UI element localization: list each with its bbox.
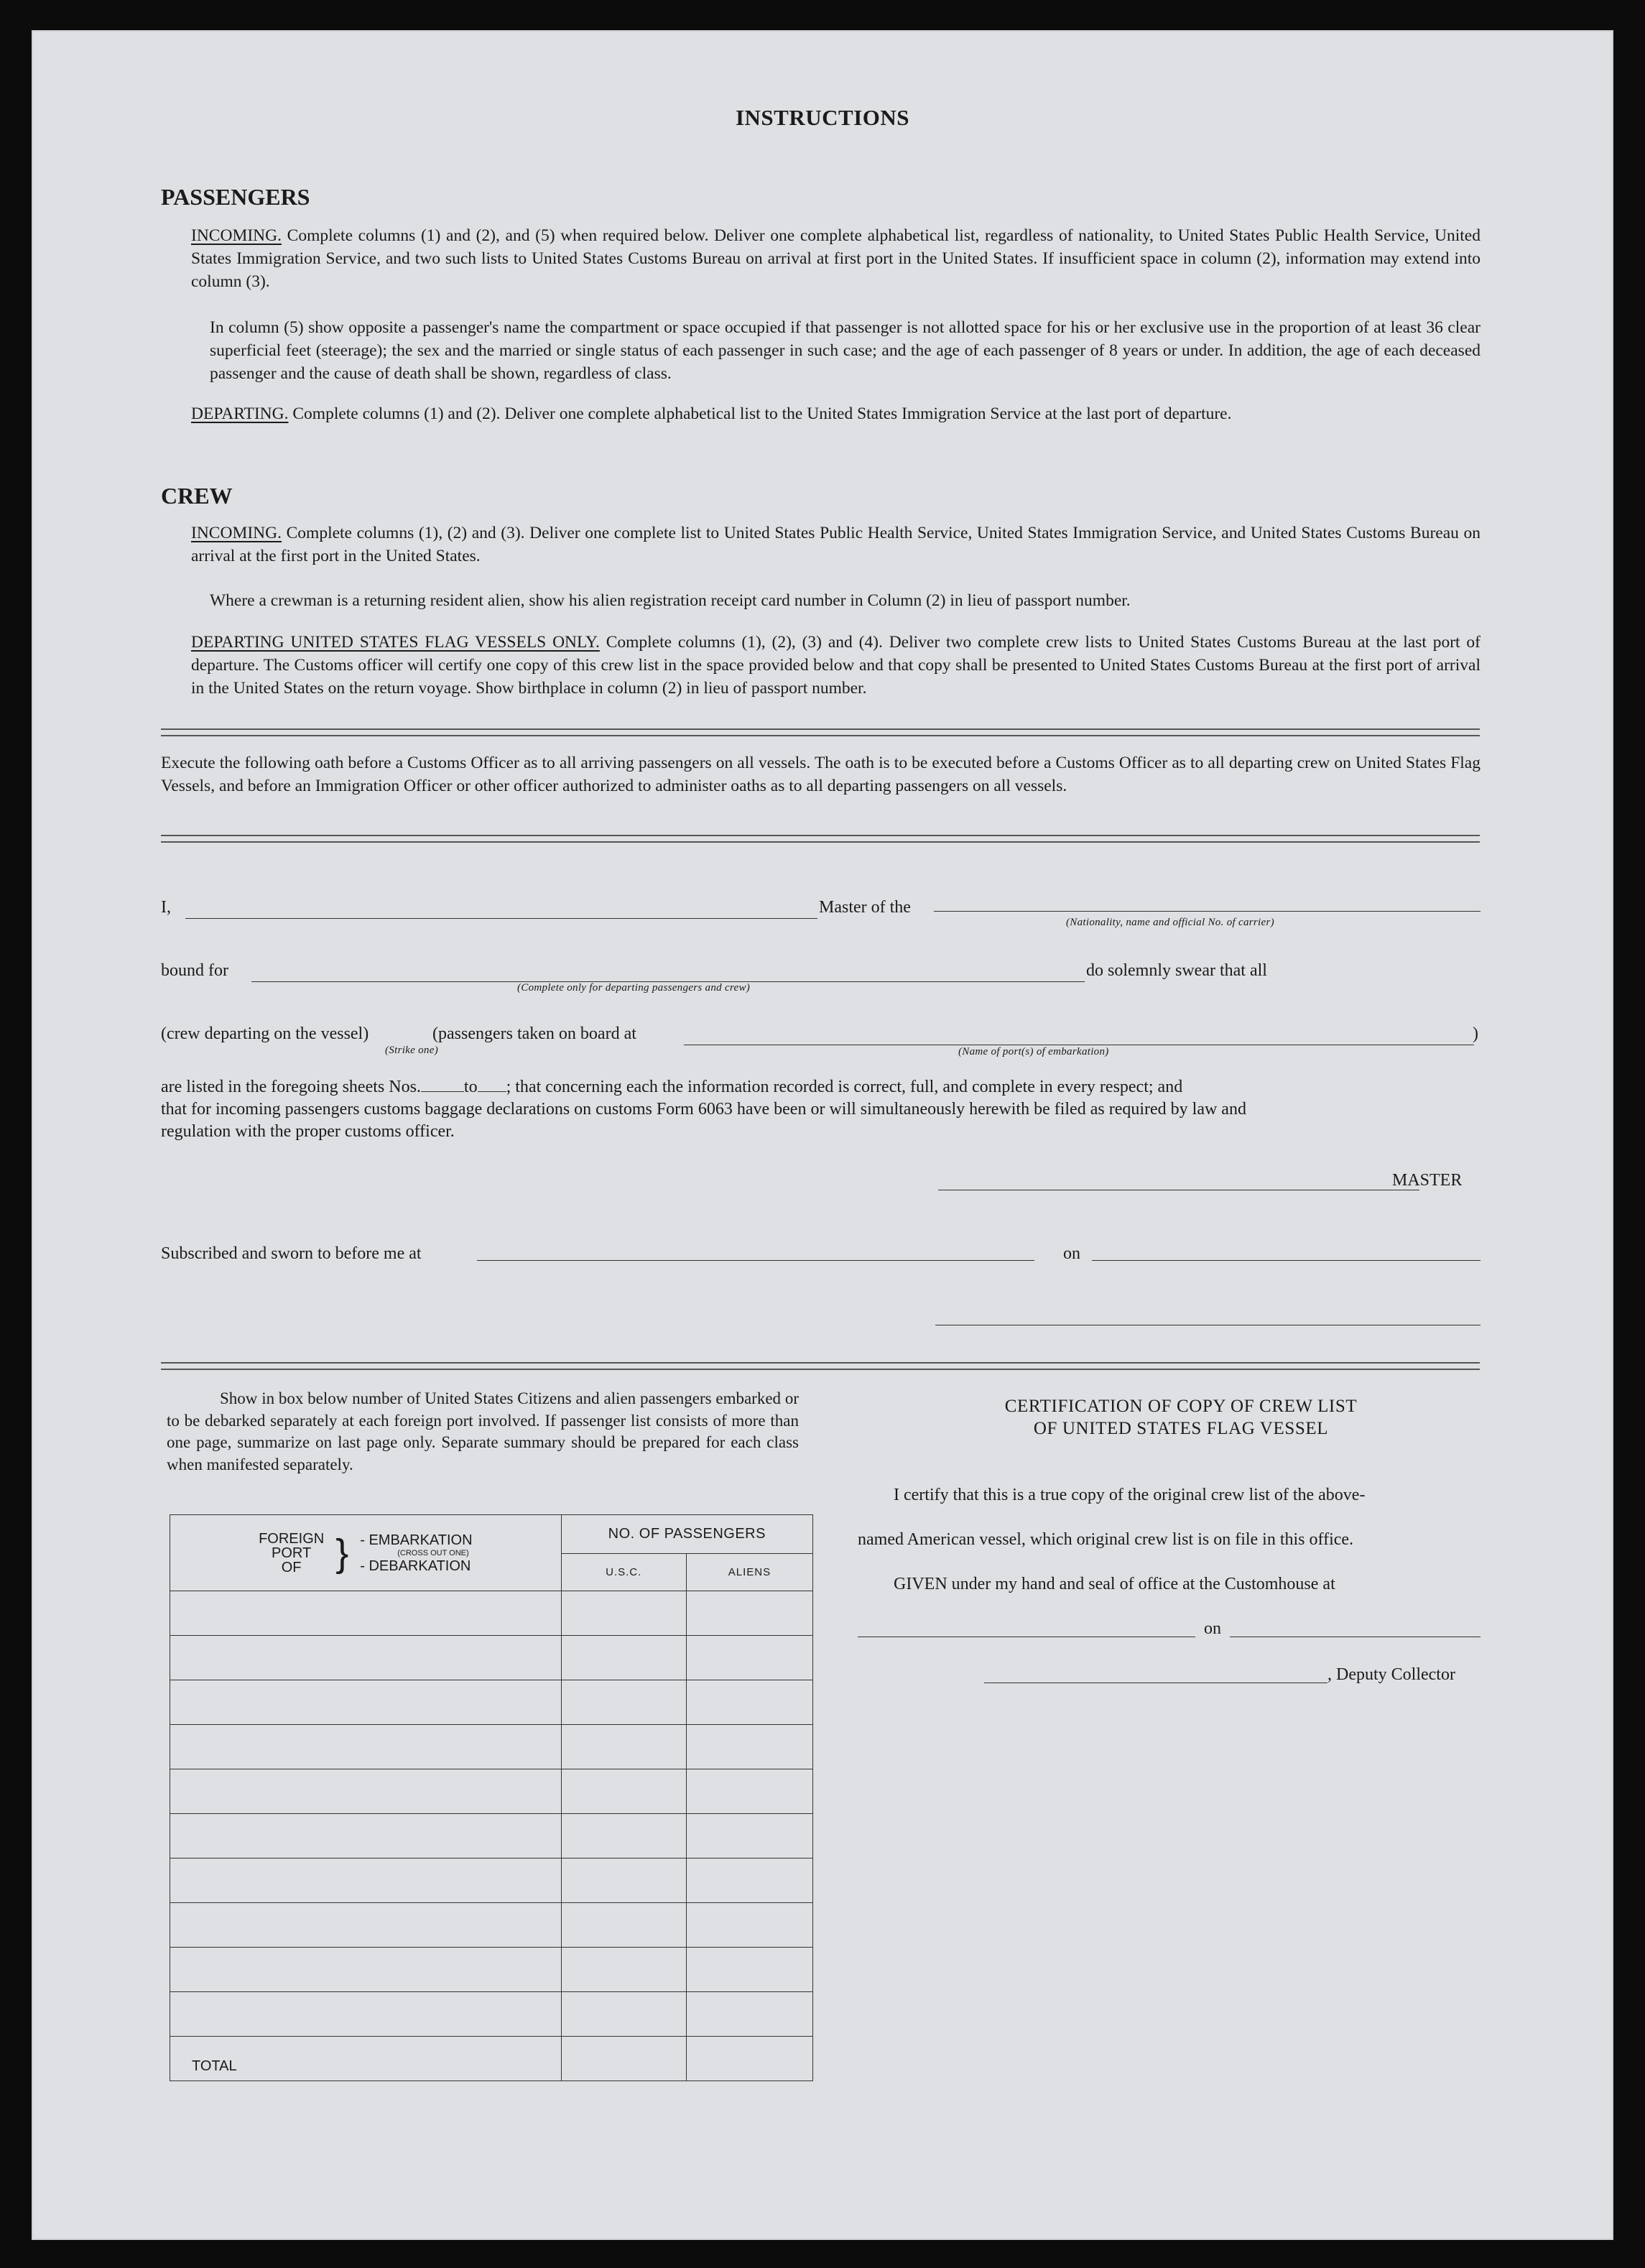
usc-cell[interactable] <box>561 1814 686 1859</box>
total-row <box>170 2037 813 2081</box>
table-row <box>170 1859 813 1903</box>
port-cell[interactable] <box>170 1992 562 2037</box>
passengers-departing-label: DEPARTING. <box>191 404 289 423</box>
passengers-departing-text: Complete columns (1) and (2). Deliver one complete alphabetical list to the United States Immigration Service at the last port of departure. <box>292 404 1232 423</box>
listed-to: to <box>463 1078 478 1096</box>
passengers-taken-option[interactable]: (passengers taken on board at <box>432 1024 636 1043</box>
port-cell[interactable] <box>170 1769 562 1814</box>
passenger-summary-table <box>170 1514 813 2081</box>
oath-instructions: Execute the following oath before a Customs Officer as to all arriving passengers on all vessels. The oath is to be executed before a Customs Officer as to all departing crew on United States Flag Vessels, and before an Immigration Officer or other officer authorized to administer oaths as to all departing passengers on all vessels. <box>161 754 1480 795</box>
master-label: MASTER <box>1392 1171 1463 1190</box>
carrier-field[interactable] <box>934 911 1480 912</box>
table-row <box>170 1769 813 1814</box>
subscribed-label: Subscribed and sworn to before me at <box>161 1244 422 1263</box>
aliens-total-cell[interactable] <box>686 2037 812 2081</box>
passengers-incoming-text: Complete columns (1) and (2), and (5) when required below. Deliver one complete alphabetical list, regardless of nationality, to United States Public Health Service, United States Immigration Service, and two such lists to United States Customs Bureau on arrival at first port in the United States. If insufficient space in column (2), information may extend into column (3). <box>191 226 1480 291</box>
listed-line-2: that for incoming passengers customs baggage declarations on customs Form 6063 have been or will simultaneously herewith be filed as required by law and <box>161 1100 1246 1119</box>
of-word: OF <box>281 1559 302 1575</box>
usc-cell[interactable] <box>561 1725 686 1769</box>
crew-departing-text: Complete columns (1), (2), (3) and (4). Deliver two complete crew lists to United States Customs Bureau at the last port of departure. The Customs officer will certify one copy of this crew list in the space provided below and that copy shall be presented to United States Customs Bureau at the first port of arrival in the United States on the return voyage. Show birthplace in column (2) in lieu of passport number. <box>191 633 1481 698</box>
listed-line-3: regulation with the proper customs officer. <box>161 1122 455 1141</box>
aliens-cell[interactable] <box>686 1859 812 1903</box>
listed-start: are listed in the foregoing sheets Nos. <box>161 1078 421 1096</box>
aliens-header: ALIENS <box>686 1554 812 1591</box>
crew-incoming-label: INCOMING. <box>191 524 282 542</box>
table-row <box>170 1948 813 1992</box>
usc-cell[interactable] <box>561 1903 686 1948</box>
port-cell[interactable] <box>170 1591 562 1636</box>
passengers-heading: PASSENGERS <box>161 184 310 210</box>
usc-total-cell[interactable] <box>561 2037 686 2081</box>
table-row <box>170 1725 813 1769</box>
usc-cell[interactable] <box>561 1636 686 1680</box>
embarkation-label[interactable]: - EMBARKATION <box>360 1532 473 1548</box>
oath-i-label: I, <box>161 898 171 917</box>
aliens-cell[interactable] <box>686 1769 812 1814</box>
certify-line-1: I certify that this is a true copy of the original crew list of the above- <box>894 1486 1366 1504</box>
passengers-departing-paragraph <box>191 402 1480 425</box>
port-cell[interactable] <box>170 1814 562 1859</box>
crew-departing-paragraph <box>191 631 1480 700</box>
sheet-from-field[interactable] <box>421 1091 464 1092</box>
table-row <box>170 1680 813 1725</box>
port-header <box>170 1515 562 1591</box>
bound-for-label: bound for <box>161 961 228 980</box>
table-row <box>170 1903 813 1948</box>
usc-cell[interactable] <box>561 1591 686 1636</box>
deputy-collector-label: , Deputy Collector <box>1327 1665 1455 1684</box>
crew-incoming-text: Complete columns (1), (2) and (3). Deliver one complete list to United States Public Health Service, United States Immigration Service, and United States Customs Bureau on arrival at the first port in the United States. <box>191 524 1481 565</box>
crew-incoming-paragraph <box>191 522 1480 568</box>
certification-title-line-1: CERTIFICATION OF COPY OF CREW LIST <box>1004 1397 1358 1416</box>
table-row <box>170 1636 813 1680</box>
port-cell[interactable] <box>170 1680 562 1725</box>
sworn-date-field[interactable] <box>1092 1260 1480 1261</box>
sworn-on-label: on <box>1063 1244 1080 1263</box>
usc-cell[interactable] <box>561 1948 686 1992</box>
total-label: TOTAL <box>170 2037 562 2081</box>
port-cell[interactable] <box>170 1903 562 1948</box>
passengers-column5-paragraph: In column (5) show opposite a passenger's name the compartment or space occupied if that passenger is not allotted space for his or her exclusive use in the proportion of at least 36 clear superficial feet (steerage); the sex and the married or single status of each passenger in such case; and the age of each passenger of 8 years or under. In addition, the age of each deceased passenger and the cause of death shall be shown, regardless of class. <box>210 318 1480 383</box>
aliens-cell[interactable] <box>686 1636 812 1680</box>
certification-on-label: on <box>1204 1619 1221 1638</box>
aliens-cell[interactable] <box>686 1814 812 1859</box>
foreign-word: FOREIGN <box>259 1530 325 1547</box>
summary-instructions: Show in box below number of United States Citizens and alien passengers embarked or to be debarked separately at each foreign port involved. If passenger list consists of more than one page, summarize on last page only. Separate summary should be prepared for each class when manifested separately. <box>167 1389 799 1473</box>
port-cell[interactable] <box>170 1725 562 1769</box>
close-paren: ) <box>1473 1024 1478 1043</box>
certification-title <box>822 1395 1540 1440</box>
no-of-passengers-header: NO. OF PASSENGERS <box>561 1515 812 1554</box>
sheet-to-field[interactable] <box>478 1091 506 1092</box>
passengers-incoming-label: INCOMING. <box>191 226 282 245</box>
divider <box>161 1362 1480 1370</box>
certify-line-2: named American vessel, which original crew list is on file in this office. <box>858 1530 1354 1549</box>
aliens-cell[interactable] <box>686 1948 812 1992</box>
listed-statement <box>161 1076 1480 1143</box>
debarkation-label[interactable]: - DEBARKATION <box>360 1557 471 1574</box>
divider <box>161 728 1480 736</box>
usc-cell[interactable] <box>561 1859 686 1903</box>
port-cell[interactable] <box>170 1859 562 1903</box>
port-caption: (Name of port(s) of embarkation) <box>958 1046 1109 1057</box>
usc-cell[interactable] <box>561 1680 686 1725</box>
master-of-the-label: Master of the <box>819 898 911 917</box>
brace-icon: } <box>335 1531 349 1575</box>
crew-departing-label: DEPARTING UNITED STATES FLAG VESSELS ONLY. <box>191 633 600 652</box>
crew-departing-option[interactable]: (crew departing on the vessel) <box>161 1024 369 1043</box>
cross-out-label: (CROSS OUT ONE) <box>397 1548 469 1557</box>
divider <box>161 835 1480 843</box>
certification-title-line-2: OF UNITED STATES FLAG VESSEL <box>1033 1419 1329 1438</box>
passengers-incoming-paragraph <box>191 224 1480 293</box>
port-cell[interactable] <box>170 1636 562 1680</box>
master-name-field[interactable] <box>185 918 817 919</box>
usc-cell[interactable] <box>561 1992 686 2037</box>
strike-one-caption: (Strike one) <box>385 1045 438 1056</box>
given-line: GIVEN under my hand and seal of office at the Customhouse at <box>894 1575 1335 1593</box>
do-solemnly-label: do solemnly swear that all <box>1086 961 1267 980</box>
aliens-cell[interactable] <box>686 1591 812 1636</box>
table-row <box>170 1591 813 1636</box>
listed-rest: ; that concerning each the information recorded is correct, full, and complete in every respect; and <box>506 1078 1183 1096</box>
document-sheet <box>32 30 1613 2240</box>
aliens-cell[interactable] <box>686 1725 812 1769</box>
table-row <box>170 1992 813 2037</box>
aliens-cell[interactable] <box>686 1992 812 2037</box>
port-cell[interactable] <box>170 1948 562 1992</box>
page-title: INSTRUCTIONS <box>735 105 909 130</box>
aliens-cell[interactable] <box>686 1680 812 1725</box>
crew-heading: CREW <box>161 483 233 509</box>
port-word: PORT <box>272 1545 312 1561</box>
usc-header: U.S.C. <box>561 1554 686 1591</box>
usc-cell[interactable] <box>561 1769 686 1814</box>
complete-only-caption: (Complete only for departing passengers and crew) <box>517 982 751 994</box>
aliens-cell[interactable] <box>686 1903 812 1948</box>
crew-crewman-paragraph: Where a crewman is a returning resident alien, show his alien registration receipt card number in Column (2) in lieu of passport number. <box>210 591 1131 610</box>
carrier-caption: (Nationality, name and official No. of carrier) <box>1066 917 1274 928</box>
sworn-place-field[interactable] <box>477 1260 1034 1261</box>
table-row <box>170 1814 813 1859</box>
